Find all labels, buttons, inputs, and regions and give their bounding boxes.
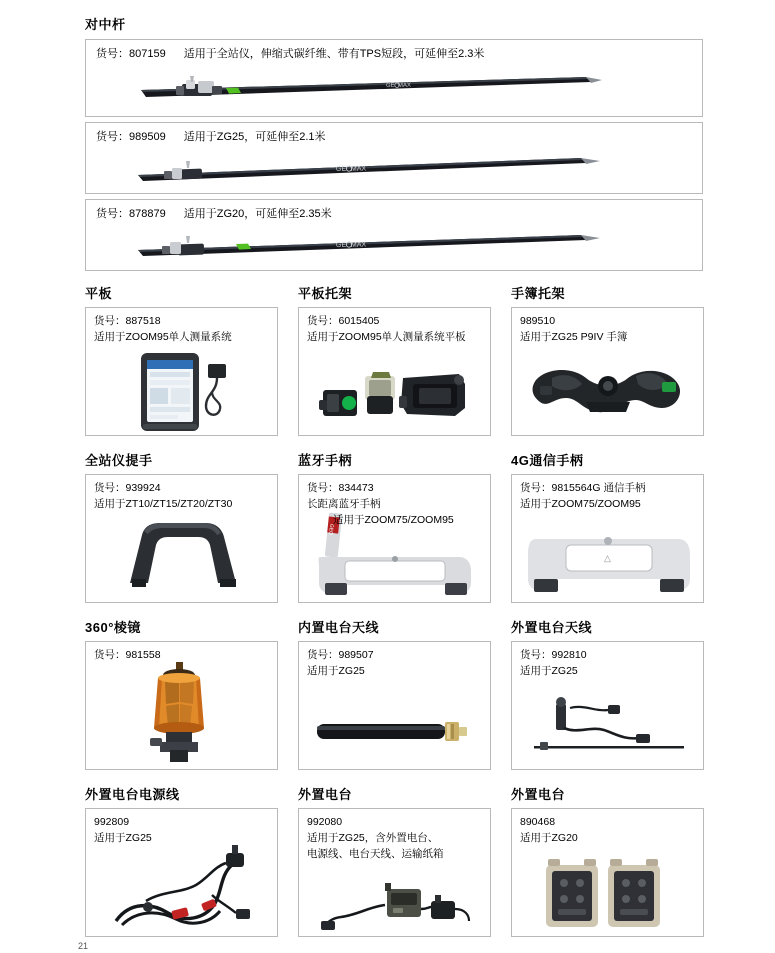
product-card-radio-kit xyxy=(298,808,491,937)
pole-image-1 xyxy=(86,64,702,106)
product-code: 992080 xyxy=(307,816,343,828)
product-desc: 适用于ZG20 xyxy=(520,831,578,844)
svg-text:GE: GE xyxy=(335,166,347,174)
product-card-radio-pair-text xyxy=(512,809,703,847)
svg-text:GEO: GEO xyxy=(327,523,335,536)
product-card-tablet xyxy=(85,307,278,436)
product-code: 货号：878879 xyxy=(96,208,166,220)
product-code: 890468 xyxy=(520,816,556,828)
product-desc: 适用于全站仪，伸缩式碳纤维、带有TPS短段，可延伸至2.3米 xyxy=(183,48,485,60)
section-title-prism: 360°棱镜 xyxy=(85,620,141,635)
product-desc: 适用于ZOOM95单人测量系统 xyxy=(94,330,232,343)
grid-row-2 xyxy=(85,450,745,603)
grid-row-3 xyxy=(85,617,745,770)
grid-col-tablet-bracket xyxy=(298,283,491,436)
pole-image-2 xyxy=(86,147,702,189)
product-card-antenna-internal xyxy=(298,641,491,770)
section-title-handle-4g: 4G通信手柄 xyxy=(511,453,584,468)
product-card-handle-bt xyxy=(298,474,491,603)
section-title-handle-black: 全站仪提手 xyxy=(85,453,153,468)
svg-text:△: △ xyxy=(604,553,611,563)
grid-col-antenna-internal xyxy=(298,617,491,770)
grid-col-controller-bracket xyxy=(511,283,704,436)
page-number: 21 xyxy=(78,941,89,951)
product-code: 货号：887518 xyxy=(94,315,161,327)
grid-col-power-cable xyxy=(85,784,278,937)
product-desc: 适用于ZOOM75/ZOOM95 xyxy=(520,497,641,510)
product-card-tablet-text xyxy=(86,308,277,346)
section-title-radio-kit: 外置电台 xyxy=(298,787,353,802)
svg-text:GE: GE xyxy=(335,242,347,250)
product-card-power-cable-text xyxy=(86,809,277,847)
grid-col-antenna-external xyxy=(511,617,704,770)
product-card-tablet-bracket xyxy=(298,307,491,436)
product-card-radio-kit-text xyxy=(299,809,490,862)
grid-col-tablet xyxy=(85,283,278,436)
grid-col-handle-bt xyxy=(298,450,491,603)
product-card-pole-3-text xyxy=(86,200,702,222)
section-title-tablet: 平板 xyxy=(85,286,113,301)
product-code: 货号：989509 xyxy=(96,131,166,143)
grid-col-prism xyxy=(85,617,278,770)
product-code: 货号：939924 xyxy=(94,482,161,494)
product-desc: 适用于ZOOM95单人测量系统平板 xyxy=(307,330,466,343)
pole-image-3 xyxy=(86,224,702,266)
product-card-handle-black xyxy=(85,474,278,603)
product-card-tablet-bracket-text xyxy=(299,308,490,346)
section-title-poles: 对中杆 xyxy=(85,17,126,32)
section-title-tablet-bracket: 平板托架 xyxy=(298,286,353,301)
product-code: 货号：989507 xyxy=(307,649,374,661)
section-title-radio-pair: 外置电台 xyxy=(511,787,566,802)
product-desc: 适用于ZG25 P9IV 手簿 xyxy=(520,330,628,343)
grid-col-radio-pair xyxy=(511,784,704,937)
section-title-power-cable: 外置电台电源线 xyxy=(85,787,180,802)
product-card-controller-bracket xyxy=(511,307,704,436)
product-code: 货号：992810 xyxy=(520,649,587,661)
svg-text:MAX: MAX xyxy=(350,165,367,174)
product-desc: 适用于ZG20，可延伸至2.35米 xyxy=(183,208,332,220)
product-desc: 适用于ZG25 xyxy=(520,664,578,677)
product-code: 货号：807159 xyxy=(96,48,166,60)
product-code: 货号：834473 xyxy=(307,482,374,494)
product-card-handle-4g xyxy=(511,474,704,603)
product-card-controller-bracket-text xyxy=(512,308,703,346)
grid-row-4 xyxy=(85,784,745,937)
product-desc: 适用于ZG25，可延伸至2.1米 xyxy=(183,131,326,143)
svg-text:GE: GE xyxy=(385,83,395,90)
product-desc: 适用于ZG25 xyxy=(307,664,365,677)
section-title-antenna-internal: 内置电台天线 xyxy=(298,620,380,635)
product-card-antenna-internal-text xyxy=(299,642,490,680)
product-card-handle-4g-text xyxy=(512,475,703,513)
grid-col-radio-kit xyxy=(298,784,491,937)
product-code: 货号：9815564G 通信手柄 xyxy=(520,482,646,494)
product-card-prism xyxy=(85,641,278,770)
product-code: 货号：981558 xyxy=(94,649,161,661)
product-card-prism-text xyxy=(86,642,277,664)
section-title-controller-bracket: 手簿托架 xyxy=(511,286,566,301)
product-card-handle-black-text xyxy=(86,475,277,513)
product-card-handle-bt-text xyxy=(299,475,490,528)
svg-text:MAX: MAX xyxy=(350,241,367,250)
product-card-antenna-external xyxy=(511,641,704,770)
grid-col-handle-4g xyxy=(511,450,704,603)
product-desc-2: 电源线、电台天线、运输纸箱 xyxy=(307,847,444,860)
product-card-pole-2-text xyxy=(86,123,702,145)
grid-col-handle-black xyxy=(85,450,278,603)
product-card-pole-1-text xyxy=(86,40,702,62)
section-title-antenna-external: 外置电台天线 xyxy=(511,620,593,635)
grid-row-1 xyxy=(85,283,745,436)
product-card-pole-2 xyxy=(85,122,703,194)
product-card-pole-1 xyxy=(85,39,703,117)
product-desc: 适用于ZG25 xyxy=(94,831,152,844)
product-card-power-cable xyxy=(85,808,278,937)
product-desc: 适用于ZT10/ZT15/ZT20/ZT30 xyxy=(94,497,233,510)
product-desc-2: 适用于ZOOM75/ZOOM95 xyxy=(333,513,454,526)
section-title-handle-bt: 蓝牙手柄 xyxy=(298,453,353,468)
product-code: 992809 xyxy=(94,816,130,828)
product-desc-1: 适用于ZG25，含外置电台、 xyxy=(307,831,439,844)
product-card-pole-3 xyxy=(85,199,703,271)
product-desc-1: 长距离蓝牙手柄 xyxy=(307,497,381,510)
product-code: 989510 xyxy=(520,315,556,327)
svg-text:MAX: MAX xyxy=(397,83,412,90)
product-code: 货号：6015405 xyxy=(307,315,380,327)
product-card-radio-pair xyxy=(511,808,704,937)
product-card-antenna-external-text xyxy=(512,642,703,680)
